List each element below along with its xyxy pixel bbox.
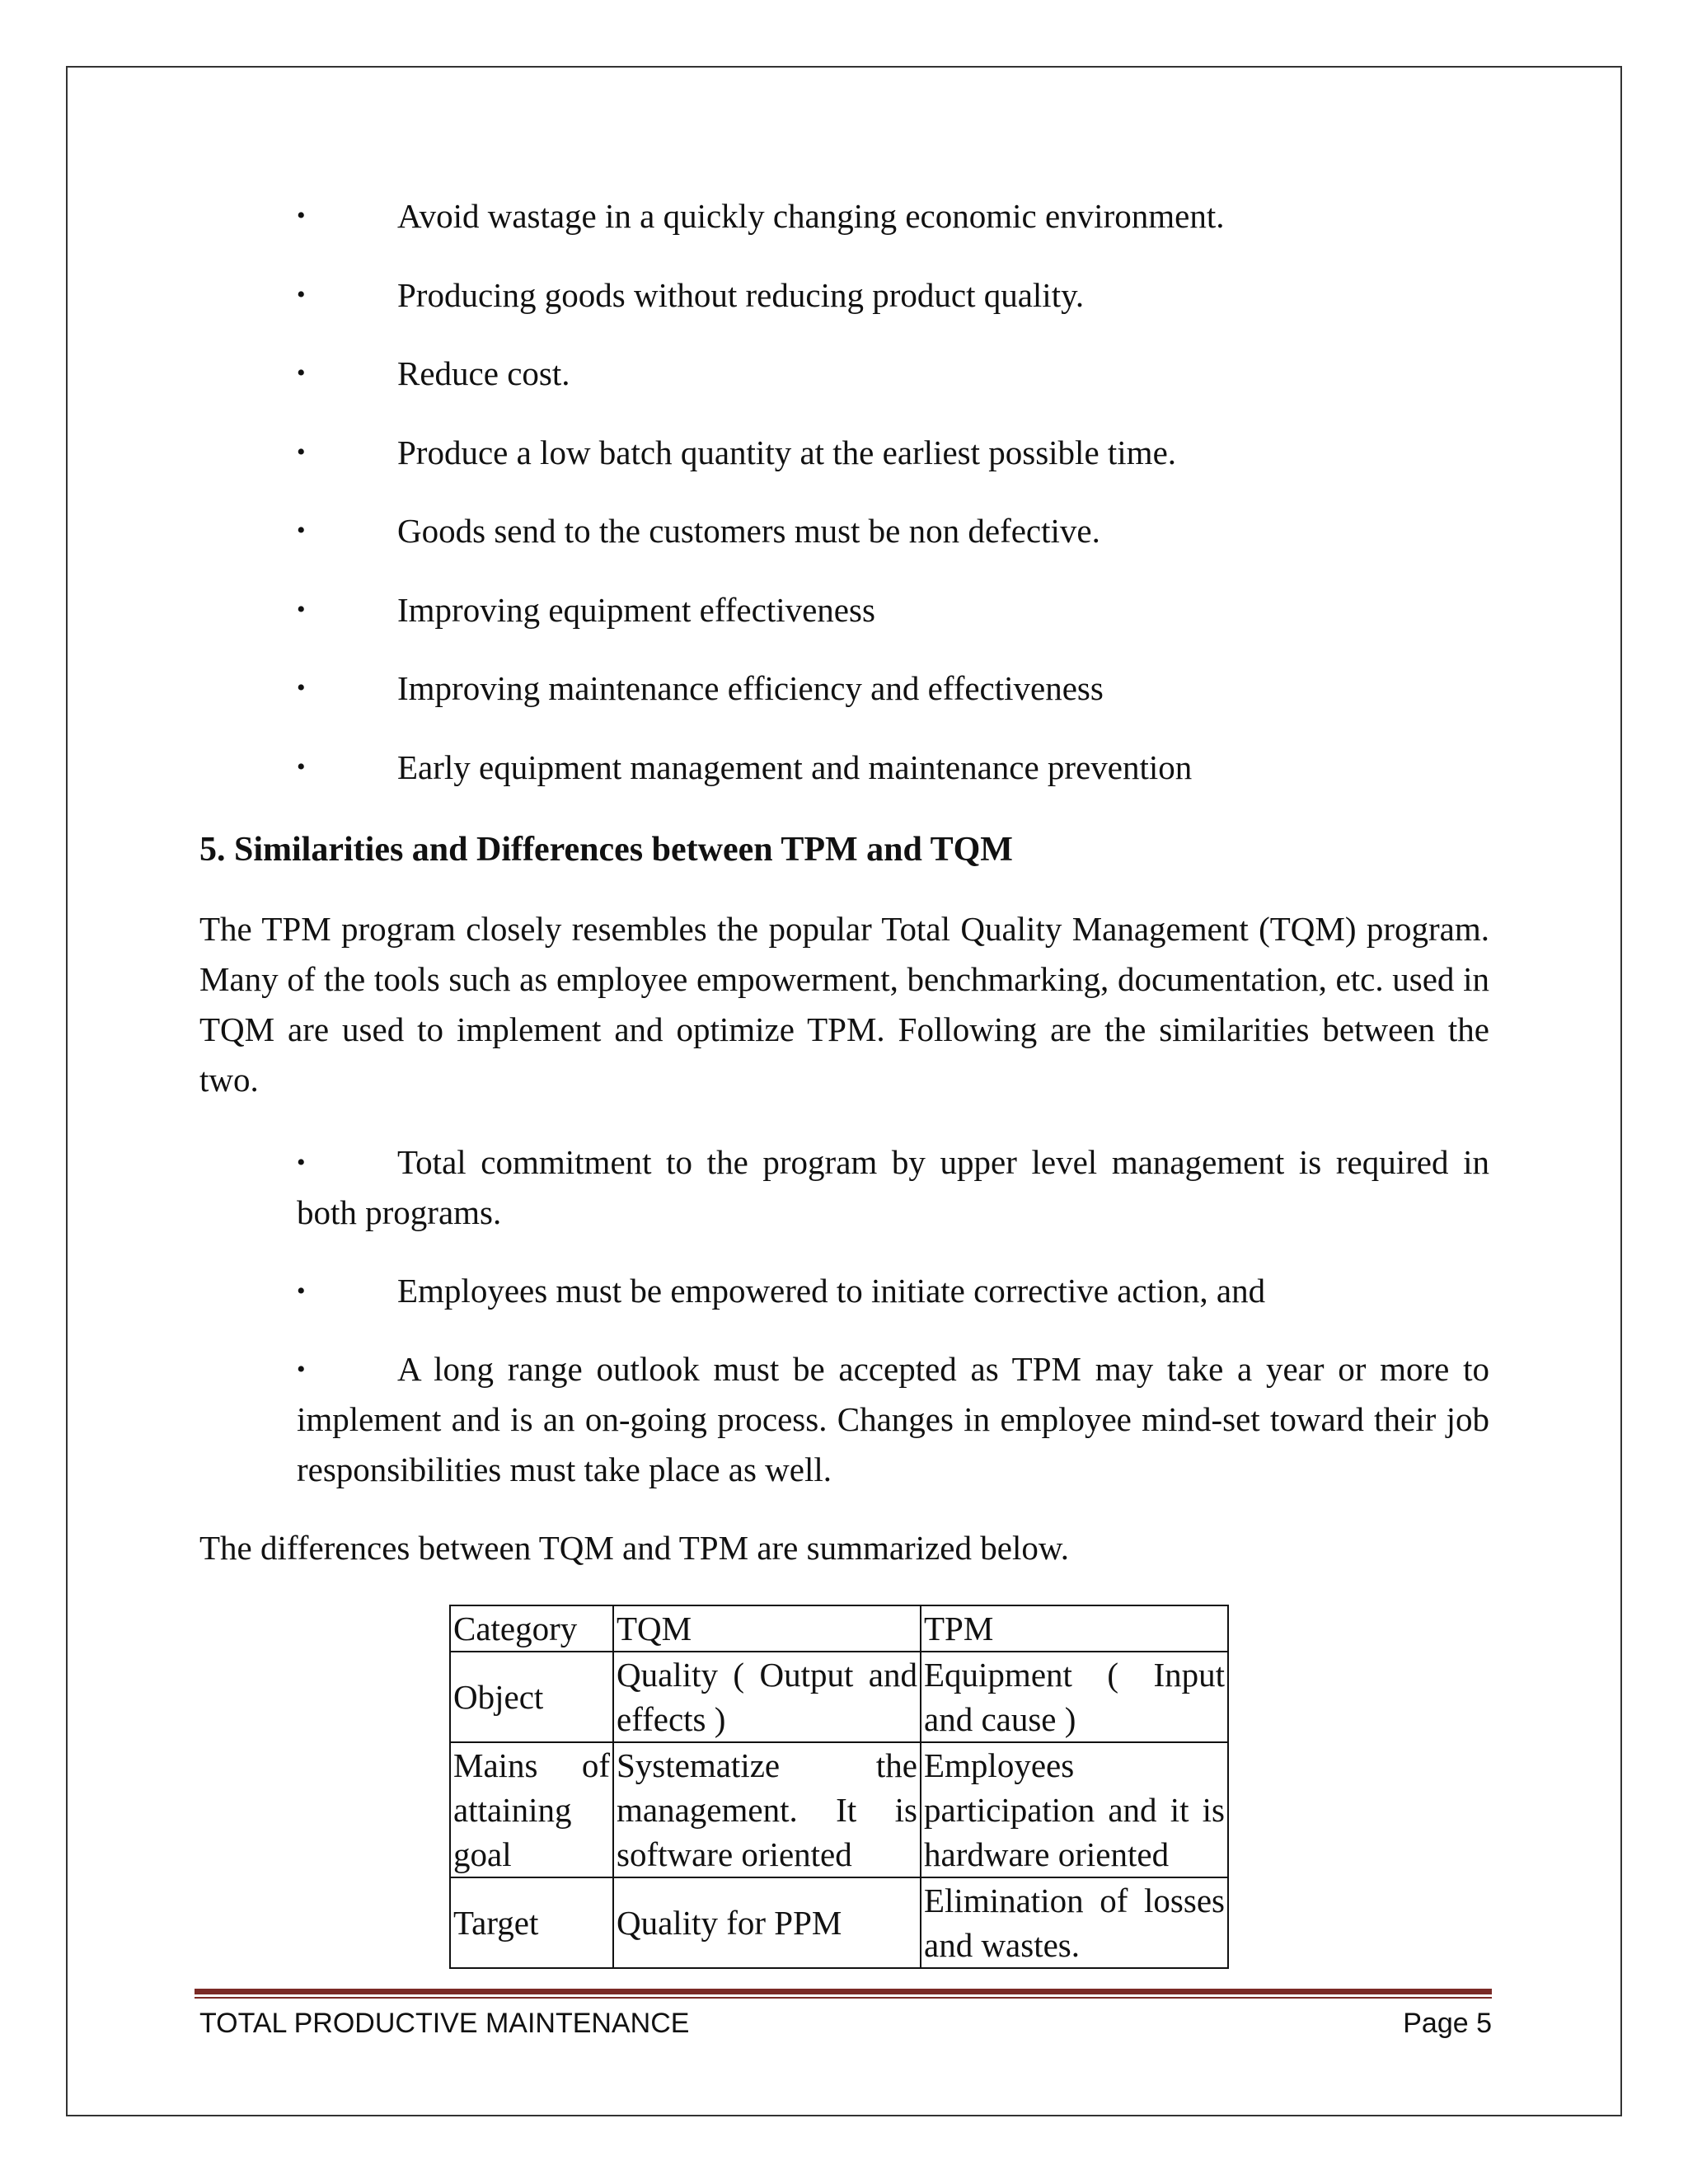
list-item-text: Produce a low batch quantity at the earliest possible time. [397, 433, 1177, 471]
list-item [297, 590, 1492, 630]
table-row [450, 1742, 1228, 1877]
bullet-icon: • [297, 1356, 306, 1383]
table-cell: Target [450, 1877, 613, 1968]
list-item-text: Improving equipment effectiveness [397, 590, 875, 629]
table-header-row [450, 1605, 1228, 1652]
list-item [297, 354, 1492, 393]
table-row [450, 1877, 1228, 1968]
list-item [297, 1137, 1489, 1238]
footer-title: TOTAL PRODUCTIVE MAINTENANCE [199, 2008, 690, 2039]
bullet-icon: • [297, 202, 306, 229]
list-item-text: Improving maintenance efficiency and effectiveness [397, 669, 1104, 707]
table-cell: Quality ( Output and effects ) [613, 1652, 921, 1742]
footer-rule [195, 1989, 1492, 1994]
section-heading: 5. Similarities and Differences between TPM and TQM [199, 831, 1013, 869]
list-item-text: Early equipment management and maintenance prevention [397, 748, 1193, 786]
table-cell: Employees participation and it is hardware oriented [921, 1742, 1228, 1877]
bullet-icon: • [297, 1149, 306, 1176]
table-cell: Quality for PPM [613, 1877, 921, 1968]
list-item [297, 668, 1492, 708]
list-item-text: Total commitment to the program by upper level management is required in both programs. [297, 1143, 1489, 1231]
bullet-icon: • [297, 752, 306, 780]
bullet-icon: • [297, 674, 306, 701]
list-item [297, 511, 1492, 551]
similarities-list-item-1 [297, 1137, 1489, 1238]
list-item [297, 1344, 1489, 1495]
list-item-text: Avoid wastage in a quickly changing economic environment. [397, 197, 1225, 235]
list-item [297, 433, 1492, 472]
table-cell: Mains of attaining goal [450, 1742, 613, 1877]
similarities-list-item-2 [297, 1266, 1489, 1316]
table-cell: Systematize the management. It is software oriented [613, 1742, 921, 1877]
differences-intro: The differences between TQM and TPM are summarized below. [199, 1529, 1070, 1567]
bullet-icon: • [297, 359, 306, 387]
list-item-text: Goods send to the customers must be non defective. [397, 512, 1100, 550]
table-cell: Equipment ( Input and cause ) [921, 1652, 1228, 1742]
bullet-icon: • [297, 438, 306, 466]
list-item [297, 748, 1492, 787]
comparison-table [449, 1605, 1229, 1969]
list-item [297, 1266, 1489, 1316]
list-item-text: A long range outlook must be accepted as TPM may take a year or more to implement and is an on-going process. Changes in employee mind-set toward their job responsibilities must take place as well. [297, 1350, 1489, 1488]
table-header-cell: Category [450, 1605, 613, 1652]
list-item [297, 196, 1492, 236]
bullet-icon: • [297, 517, 306, 544]
list-item [297, 275, 1492, 315]
similarities-list-item-3 [297, 1344, 1489, 1495]
list-item-text: Employees must be empowered to initiate corrective action, and [397, 1272, 1266, 1310]
footer-rule-thin [195, 1997, 1492, 1999]
bullet-icon: • [297, 1277, 306, 1305]
page-number: Page 5 [1403, 2008, 1492, 2039]
intro-paragraph: The TPM program closely resembles the popular Total Quality Management (TQM) program. Many of the tools such as employee empowerment, benchmarking, documentation, etc. used in TQM are used to implement and optimize TPM. Following are the similarities between the two. [199, 910, 1489, 1099]
table-header-cell: TPM [921, 1605, 1228, 1652]
objectives-list [297, 196, 1492, 826]
table-cell: Object [450, 1652, 613, 1742]
table-row [450, 1652, 1228, 1742]
list-item-text: Producing goods without reducing product quality. [397, 275, 1085, 314]
bullet-icon: • [297, 280, 306, 308]
list-item-text: Reduce cost. [397, 354, 570, 392]
table-cell: Elimination of losses and wastes. [921, 1877, 1228, 1968]
table-header-cell: TQM [613, 1605, 921, 1652]
bullet-icon: • [297, 595, 306, 623]
